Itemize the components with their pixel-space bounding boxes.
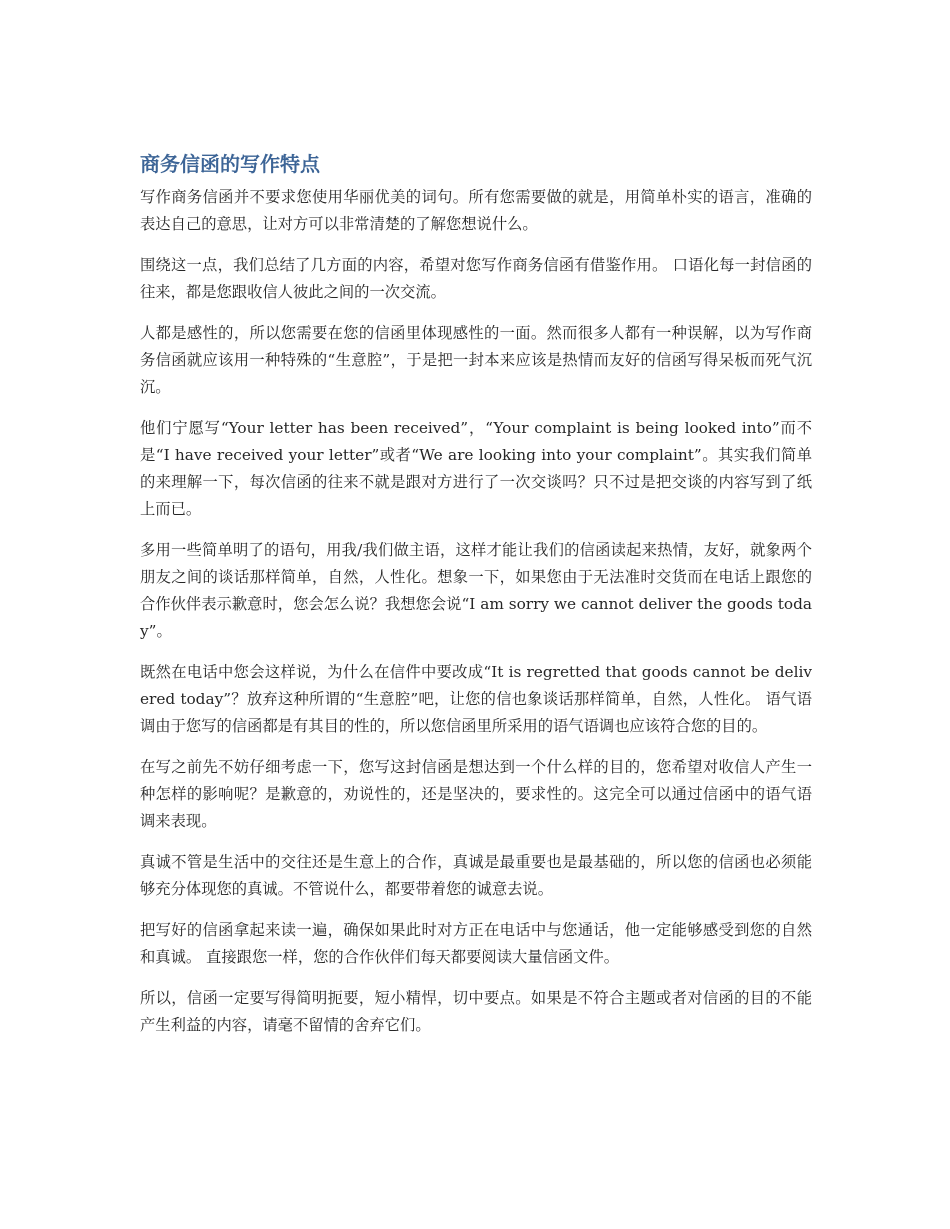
paragraph-10: 所以，信函一定要写得简明扼要，短小精悍，切中要点。如果是不符合主题或者对信函的目的不能产生利益的内容，请毫不留情的舍弃它们。 bbox=[140, 989, 812, 1034]
paragraph-6: 既然在电话中您会这样说，为什么在信件中要改成“It is regretted that goods cannot be delivered today”？放弃这种所谓的“生意腔”吧，让您的信也象谈话那样简单，自然，人性化。 语气语调由于您写的信函都是有其目的性的，所以您信函里所采用的语气语调也应该符合您的目的。 bbox=[140, 663, 812, 735]
document-page bbox=[140, 150, 812, 1053]
paragraph-1: 写作商务信函并不要求您使用华丽优美的词句。所有您需要做的就是，用简单朴实的语言，准确的表达自己的意思，让对方可以非常清楚的了解您想说什么。 bbox=[140, 188, 812, 233]
page-title: 商务信函的写作特点 bbox=[140, 152, 320, 176]
paragraph-7: 在写之前先不妨仔细考虑一下，您写这封信函是想达到一个什么样的目的，您希望对收信人产生一种怎样的影响呢？是歉意的，劝说性的，还是坚决的，要求性的。这完全可以通过信函中的语气语调来表现。 bbox=[140, 758, 812, 830]
paragraph-4: 他们宁愿写“Your letter has been received”，“Your complaint is being looked into”而不是“I have received your letter”或者“We are looking into your complaint”。其实我们简单的来理解一下，每次信函的往来不就是跟对方进行了一次交谈吗？只不过是把交谈的内容写到了纸上而已。 bbox=[140, 419, 812, 518]
paragraph-9: 把写好的信函拿起来读一遍，确保如果此时对方正在电话中与您通话，他一定能够感受到您的自然和真诚。 直接跟您一样，您的合作伙伴们每天都要阅读大量信函文件。 bbox=[140, 921, 812, 966]
paragraph-3: 人都是感性的，所以您需要在您的信函里体现感性的一面。然而很多人都有一种误解，以为写作商务信函就应该用一种特殊的“生意腔”，于是把一封本来应该是热情而友好的信函写得呆板而死气沉沉。 bbox=[140, 324, 812, 396]
paragraph-5: 多用一些简单明了的语句，用我/我们做主语，这样才能让我们的信函读起来热情，友好，就象两个朋友之间的谈话那样简单，自然，人性化。想象一下，如果您由于无法准时交货而在电话上跟您的合作伙伴表示歉意时，您会怎么说？我想您会说“I am sorry we cannot deliver the goods today”。 bbox=[140, 541, 812, 640]
paragraph-2: 围绕这一点，我们总结了几方面的内容，希望对您写作商务信函有借鉴作用。 口语化每一封信函的往来，都是您跟收信人彼此之间的一次交流。 bbox=[140, 256, 812, 301]
paragraph-8: 真诚不管是生活中的交往还是生意上的合作，真诚是最重要也是最基础的，所以您的信函也必须能够充分体现您的真诚。不管说什么，都要带着您的诚意去说。 bbox=[140, 853, 812, 898]
